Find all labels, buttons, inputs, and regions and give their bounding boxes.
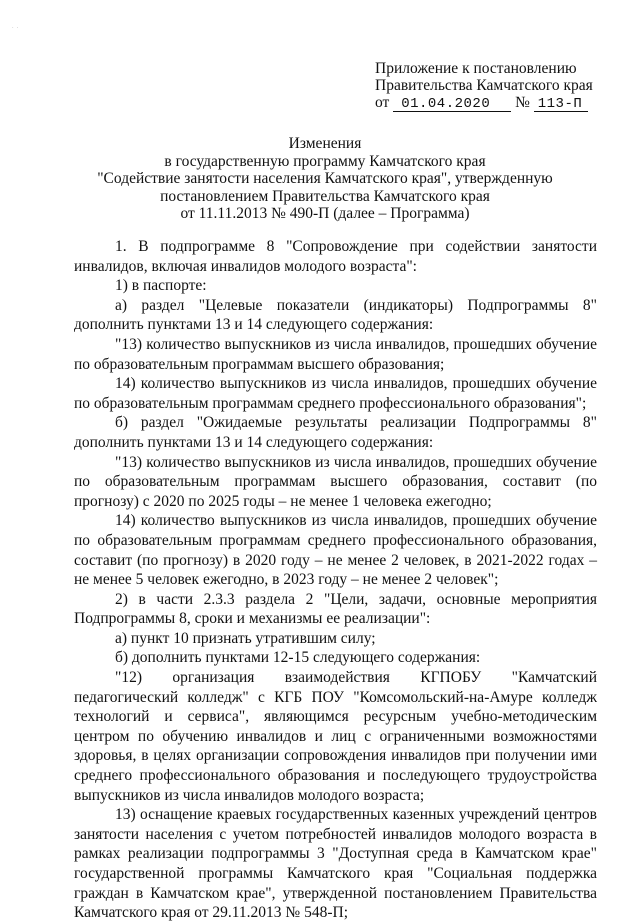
paragraph: а) пункт 10 признать утратившим силу;: [115, 629, 376, 647]
date-prefix: от: [375, 94, 390, 111]
paragraph: б) раздел "Ожидаемые результаты реализации Подпрограммы 8" дополнить пунктами 13 и 14 следующего содержания:: [74, 414, 597, 451]
paragraph: 1) в паспорте:: [115, 277, 207, 295]
number-prefix: №: [515, 94, 530, 111]
paragraph: "13) количество выпускников из числа инвалидов, прошедших обучение по образовательным программам высшего образования;: [74, 335, 597, 373]
document-number: 113-П: [534, 97, 588, 112]
paragraph: 14) количество выпускников из числа инвалидов, прошедших обучение по образовательным программам среднего профессионального образования, составит (по прогнозу) в 2020 году – не менее 2 человек, в 2021-2022 годах – не менее 5 человек ежегодно, в 2023 году – не менее 2 человек";: [74, 512, 597, 589]
paragraph: а) раздел "Целевые показатели (индикаторы) Подпрограммы 8" дополнить пунктами 13 и 14 следующего содержания:: [74, 296, 597, 334]
appendix-date-line: [375, 94, 593, 112]
document-date: 01.04.2020: [393, 97, 511, 112]
paragraph: 13) оснащение краевых государственных казенных учреждений центров занятости населения с учетом потребностей инвалидов молодого возраста в рамках реализации подпрограммы 3 "Доступная среда в Камчатском крае" государственной программы Камчатского края "Социальная поддержка граждан в Камчатском крае", утвержденной постановлением Правительства Камчатского края от 29.11.2013 № 548-П;: [74, 806, 597, 922]
title-line-4: постановлением Правительства Камчатского края: [160, 187, 490, 205]
scan-marks: · ·: [12, 26, 20, 31]
paragraph: "12) организация взаимодействия КГПОБУ "Камчатский педагогический колледж" с КГБ ПОУ "Комсомольский-на-Амуре колледж технологий и сервиса", являющимся ресурсным учебно-методическим центром по обучению инвалидов и лиц с ограниченными возможностями здоровья, в целях организации сопровождения инвалидов при получении ими среднего профессионального образования и последующего трудоустройства выпускников из числа инвалидов молодого возраста;: [74, 669, 597, 804]
title-line-3: "Содействие занятости населения Камчатского края", утвержденную: [97, 170, 553, 187]
appendix-line-1: Приложение к постановлению: [375, 60, 577, 77]
document-body: [74, 237, 597, 923]
title-line-1: Изменения: [288, 135, 362, 152]
paragraph: 2) в части 2.3.3 раздела 2 "Цели, задачи, основные мероприятия Подпрограммы 8, сроки и механизмы ее реализации":: [74, 590, 597, 628]
title-line-5: от 11.11.2013 № 490-П (далее – Программа): [180, 205, 470, 222]
paragraph: "13) количество выпускников из числа инвалидов, прошедших обучение по образовательным программам высшего образования, составит (по прогнозу) с 2020 по 2025 годы – не менее 1 человека ежегодно;: [74, 453, 597, 510]
appendix-line-2: Правительства Камчатского края: [375, 77, 593, 94]
title-line-2: в государственную программу Камчатского края: [164, 152, 486, 170]
paragraph: 1. В подпрограмме 8 "Сопровождение при содействии занятости инвалидов, включая инвалидов молодого возраста":: [74, 238, 597, 275]
paragraph: 14) количество выпускников из числа инвалидов, прошедших обучение по образовательным программам среднего профессионального образования";: [74, 375, 597, 412]
appendix-header: [375, 60, 593, 112]
paragraph: б) дополнить пунктами 12-15 следующего содержания:: [115, 649, 481, 667]
document-title: [60, 135, 590, 223]
